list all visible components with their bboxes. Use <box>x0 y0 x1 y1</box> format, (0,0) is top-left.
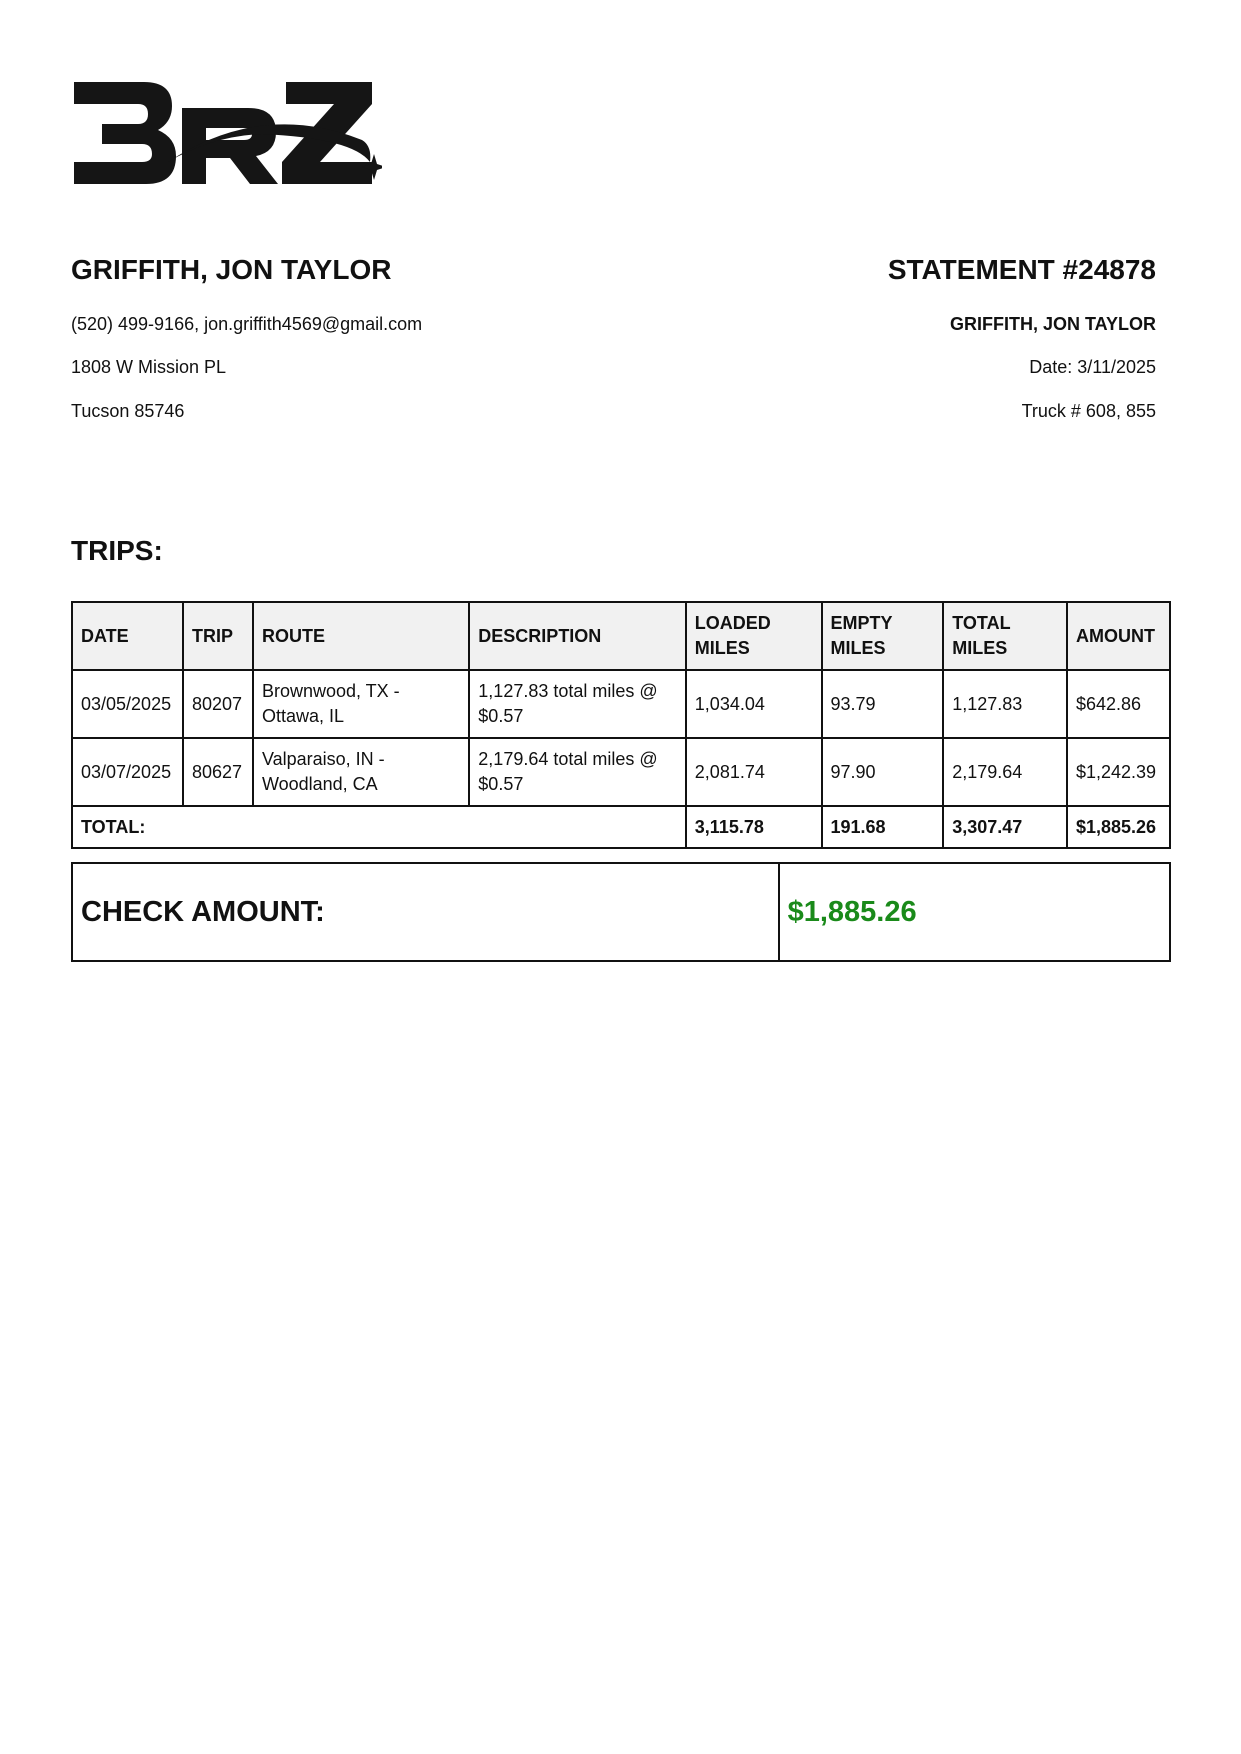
cell-amount: $1,242.39 <box>1067 738 1170 806</box>
total-empty-miles: 191.68 <box>822 806 944 848</box>
header-total-miles: TOTAL MILES <box>943 602 1067 670</box>
driver-info <box>71 253 631 421</box>
driver-name: GRIFFITH, JON TAYLOR <box>71 254 392 285</box>
cell-amount: $642.86 <box>1067 670 1170 738</box>
statement-truck: Truck # 608, 855 <box>1021 401 1156 421</box>
trips-header-row <box>72 602 1170 670</box>
cell-empty-miles: 97.90 <box>822 738 944 806</box>
statement-title: STATEMENT #24878 <box>887 254 1156 285</box>
header-trip: TRIP <box>183 602 253 670</box>
cell-loaded-miles: 2,081.74 <box>686 738 822 806</box>
check-amount-value: $1,885.26 <box>787 895 917 928</box>
cell-trip: 80207 <box>183 670 253 738</box>
company-logo <box>72 80 382 190</box>
total-label: TOTAL: <box>72 806 686 848</box>
trips-table <box>71 601 1171 849</box>
total-loaded-miles: 3,115.78 <box>686 806 822 848</box>
header-description: DESCRIPTION <box>469 602 686 670</box>
driver-address-line1: 1808 W Mission PL <box>71 357 227 377</box>
cell-route: Valparaiso, IN - Woodland, CA <box>253 738 469 806</box>
statement-info <box>596 253 1156 421</box>
cell-loaded-miles: 1,034.04 <box>686 670 822 738</box>
total-total-miles: 3,307.47 <box>943 806 1067 848</box>
driver-address-line2: Tucson 85746 <box>71 401 185 421</box>
cell-total-miles: 2,179.64 <box>943 738 1067 806</box>
header-date: DATE <box>72 602 183 670</box>
table-row <box>72 738 1170 806</box>
header-route: ROUTE <box>253 602 469 670</box>
statement-date: Date: 3/11/2025 <box>1029 357 1156 377</box>
cell-trip: 80627 <box>183 738 253 806</box>
header-empty-miles: EMPTY MILES <box>822 602 944 670</box>
total-amount: $1,885.26 <box>1067 806 1170 848</box>
trips-title: TRIPS: <box>71 535 163 566</box>
table-row <box>72 670 1170 738</box>
cell-date: 03/05/2025 <box>72 670 183 738</box>
header-amount: AMOUNT <box>1067 602 1170 670</box>
cell-description: 2,179.64 total miles @ $0.57 <box>469 738 686 806</box>
cell-date: 03/07/2025 <box>72 738 183 806</box>
statement-name: GRIFFITH, JON TAYLOR <box>949 314 1156 334</box>
cell-description: 1,127.83 total miles @ $0.57 <box>469 670 686 738</box>
total-row <box>72 806 1170 848</box>
cell-empty-miles: 93.79 <box>822 670 944 738</box>
header-loaded-miles: LOADED MILES <box>686 602 822 670</box>
driver-contact: (520) 499-9166, jon.griffith4569@gmail.com <box>71 314 423 334</box>
cell-total-miles: 1,127.83 <box>943 670 1067 738</box>
check-amount-label: CHECK AMOUNT: <box>81 895 325 928</box>
cell-route: Brownwood, TX - Ottawa, IL <box>253 670 469 738</box>
check-amount-box <box>71 862 1171 962</box>
